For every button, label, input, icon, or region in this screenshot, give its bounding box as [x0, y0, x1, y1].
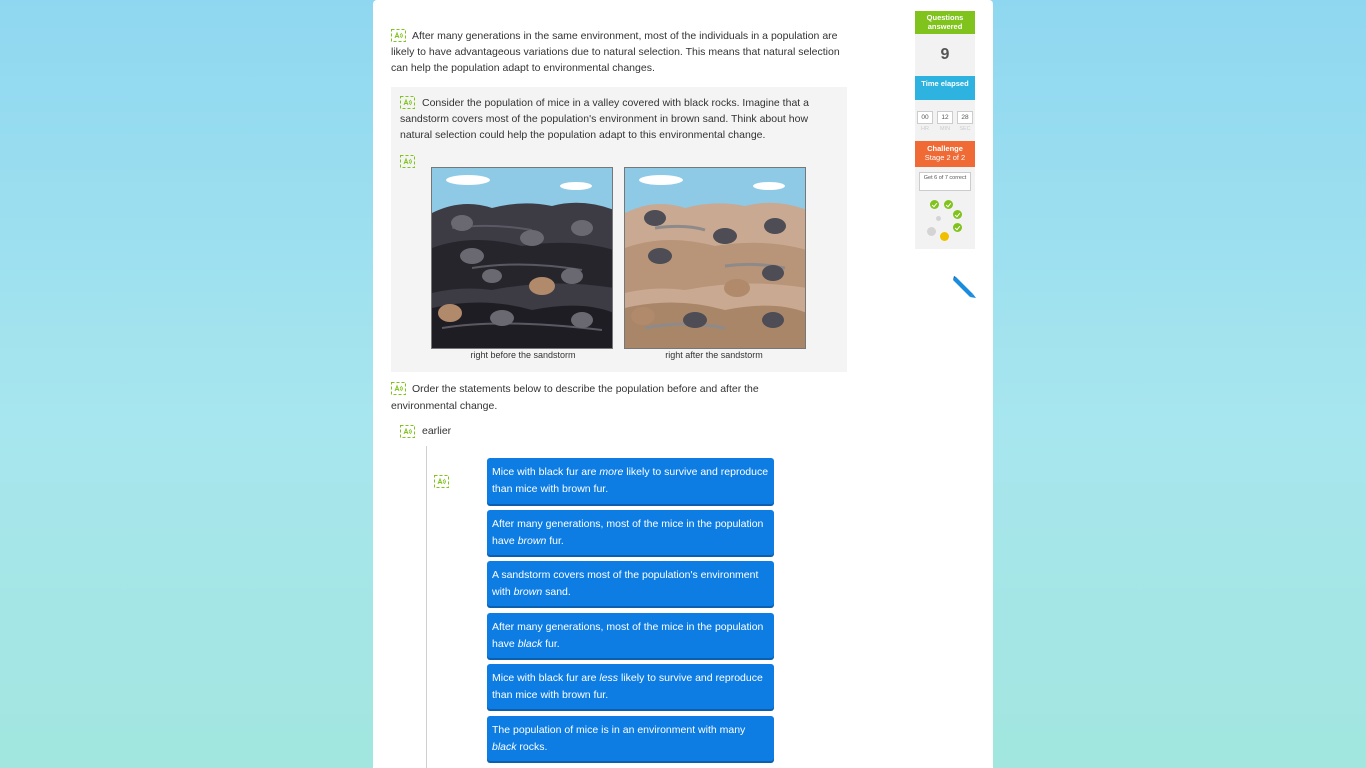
challenge-goal: Get 6 of 7 correct: [919, 172, 971, 191]
progress-correct-icon: [944, 200, 953, 209]
scenario-text: Consider the population of mice in a valley covered with black rocks. Imagine that a sandstorm covers most of the population's environment in brown sand. Think about how natural selection could help the population adapt to this environmental change.: [400, 97, 809, 141]
statement-card[interactable]: A sandstorm covers most of the population's environment with brown sand.: [487, 561, 774, 606]
timer: [915, 100, 975, 141]
progress-remaining-icon: [927, 227, 936, 236]
challenge-progress: [915, 167, 975, 249]
timer-sec: 28: [957, 111, 973, 124]
timer-min-label: MIN: [939, 126, 951, 132]
statement-card[interactable]: After many generations, most of the mice in the population have brown fur.: [487, 510, 774, 555]
caption-before: right before the sandstorm: [470, 350, 576, 360]
challenge-banner: [915, 141, 975, 167]
timer-sec-label: SEC: [959, 126, 971, 132]
order-timeline: [426, 446, 427, 768]
caption-after: right after the sandstorm: [665, 350, 763, 360]
read-aloud-icon[interactable]: [400, 425, 415, 438]
timer-hr: 00: [917, 111, 933, 124]
statement-card[interactable]: The population of mice is in an environment with many black rocks.: [487, 716, 774, 761]
scratchpad-pencil-icon[interactable]: [951, 273, 977, 299]
earlier-label: earlier: [422, 425, 452, 437]
image-after-sandstorm: [624, 167, 806, 349]
statement-card[interactable]: Mice with black fur are less likely to survive and reproduce than mice with brown fur.: [487, 664, 774, 709]
read-aloud-icon[interactable]: [434, 475, 449, 488]
intro-text: After many generations in the same environment, most of the individuals in a population are likely to have advantageous variations due to natural selection. This means that natural selection can help the population adapt to environmental changes.: [391, 30, 840, 74]
questions-answered-label: Questions answered: [915, 11, 975, 34]
challenge-title: Challenge: [927, 144, 963, 153]
progress-correct-icon: [953, 223, 962, 232]
image-before-sandstorm: [431, 167, 613, 349]
timer-hr-label: HR: [921, 126, 929, 132]
progress-remaining-icon: [936, 216, 941, 221]
progress-current-icon: [940, 232, 949, 241]
questions-answered-count: 9: [915, 34, 975, 76]
timer-min: 12: [937, 111, 953, 124]
progress-correct-icon: [930, 200, 939, 209]
instruction-text: Order the statements below to describe the population before and after the environmental change.: [391, 383, 759, 412]
statement-card[interactable]: After many generations, most of the mice in the population have black fur.: [487, 613, 774, 658]
time-elapsed-label: Time elapsed: [915, 76, 975, 100]
challenge-stage: Stage 2 of 2: [924, 153, 966, 162]
read-aloud-icon[interactable]: [400, 155, 415, 168]
progress-correct-icon: [953, 210, 962, 219]
statement-card[interactable]: Mice with black fur are more likely to survive and reproduce than mice with brown fur.: [487, 458, 774, 504]
